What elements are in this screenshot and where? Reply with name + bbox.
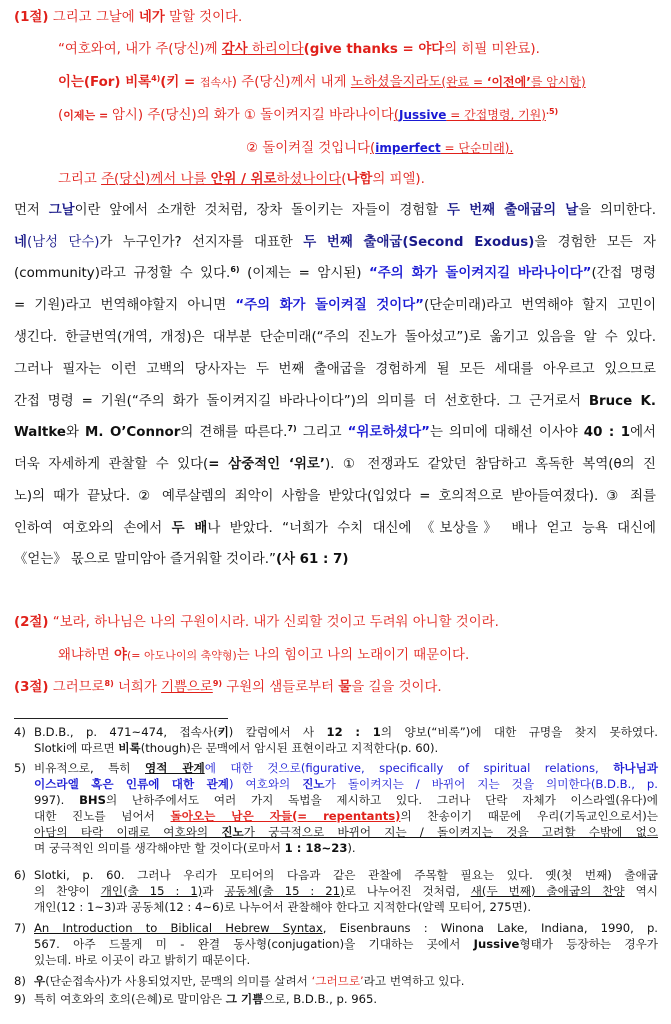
footnote-8: 8) 우(단순접속사)가 사용되었지만, 문맥의 의미를 살려서 ‘그러므로’라고 번역하고 있다. <box>14 974 465 988</box>
footnote-ref-7[interactable]: 7) <box>287 424 297 433</box>
footnote-ref-6[interactable]: 6) <box>230 265 240 274</box>
commentary-line-11: 인하여 여호와의 손에서 두 배나 받았다. “너희가 수치 대신에 《보상을》 배나 얻고 능욕 대신에 <box>14 521 656 536</box>
verse1-line6: 그리고 주(당신)께서 나를 안위 / 위로하셨나이다(나함의 피엘). <box>58 172 425 187</box>
footnote-ref-4[interactable]: 4) <box>151 74 161 83</box>
verse1-line5: ② 돌이켜질 것입니다(imperfect = 단순미래). <box>246 141 514 156</box>
verse1-line3: 이는(For) 비록$^{4)}$(키 = 접속사) 주(당신)께서 내게 노하셨을지라도(완료 = ‘이전에’를 암시함) <box>58 74 586 90</box>
commentary-line-2: 네(남성 단수)가 누구인가? 선지자를 대표한 두 번째 출애굽(Second Exodus)을 경험한 모든 자 <box>14 235 656 250</box>
footnote-divider <box>14 718 228 719</box>
verse1-line1: (1절) 그리고 그날에 네가 말할 것이다. <box>14 10 243 25</box>
footnote-7: 7) An Introduction to Biblical Hebrew Syntax, Eisenbrauns : Winona Lake, Indiana, 1990, p. 567. 아주 드물게 미 - 완결 동사형(conjugation)을 기대하는 곳에서 Jussive형태가 등장하는 경우가 있는데. 바로 이곳이 라고 밝히기 때문이다. <box>14 921 658 967</box>
commentary-line-5: 생긴다. 한글번역(개역, 개정)은 대부분 단순미래(“주의 진노가 돌아섰고”)로 옮기고 있음을 알 수 있다. <box>14 330 656 345</box>
verse-number: (3절) <box>14 680 49 695</box>
footnote-ref-9[interactable]: 9) <box>212 679 223 688</box>
commentary-line-10: 노)의 때가 끝났다. ② 예루살렘의 죄악이 사함을 받았다(입었다 = 호의적으로 받아들여졌다). ③ 죄를 <box>14 489 656 504</box>
jussive-term: Jussive <box>399 108 447 122</box>
emphasis-gamsa: 감사 <box>221 42 248 57</box>
verse2-line1: (2절) “보라, 하나님은 나의 구원이시라. 내가 신뢰할 것이고 두려워 아니할 것이라. <box>14 615 499 630</box>
commentary-line-1: 먼저 그날이란 앞에서 소개한 것처럼, 장차 돌이키는 자들이 경험할 두 번째 출애굽의 날을 의미한다. <box>14 203 656 218</box>
commentary-line-3: (community)라고 규정할 수 있다.$^{6)}$ (이제는 = 암시된) “주의 화가 돌이켜지길 바라나이다”(간접 명령 <box>14 265 657 281</box>
commentary-line-7: 간접 명령 = 기원(“주의 화가 돌이켜지길 바라나이다”)의 의미를 더 선호한다. 그 근거로서 Bruce K. <box>14 394 656 409</box>
verse1-line2: “여호와여, 내가 주(당신)께 감사 하리이다(give thanks = 야다의 히필 미완료). <box>58 42 540 57</box>
commentary-line-6: 그러나 필자는 이런 고백의 당사자는 두 번째 출애굽을 경험하게 될 모든 세대를 아우르고 있으므로 <box>14 362 656 377</box>
footnote-ref-8[interactable]: 8) <box>104 679 114 688</box>
emphasis-comfort: 안위 / 위로 <box>210 172 277 187</box>
commentary-line-4: = 기원)라고 번역해야할지 아니면 “주의 화가 돌이켜질 것이다”(단순미래)라고 번역해야 할지 고민이 <box>14 298 657 313</box>
commentary-line-9: 더욱 자세하게 관찰할 수 있다(= 삼중적인 ‘위로’). ① 전쟁과도 같았던 참담하고 혹독한 복역(θ의 진 <box>14 457 656 472</box>
footnote-4: 4) B.D.B., p. 471~474, 접속사(키) 칼럼에서 사 12 : 1의 양보(“비록”)에 대한 규명을 찾지 못하였다. Slotki에 따르면 비록(though)은 문맥에서 암시된 표현이라고 지적한다(p. 60). <box>14 725 658 755</box>
footnote-ref-5[interactable]: .5) <box>545 107 559 116</box>
footnote-5: 5) 비유적으로, 특히 영적 관계에 대한 것으로(figurative, specifically of spiritual relations, 하나님과 이스라엘 혹은 인류에 대한 관계) 여호와의 진노가 돌이켜지는 / 바뀌어 지는 것을 의미한다(B.D.B., p. 997). BHS의 난하주에서도 여러 가지 독법을 제시하고 있다. 그러나 단락 자체가 이스라엘(유다)에 대한 진노를 넘어서 돌아오는 남은 자들(= repentants)의 찬송이기 때문에 우리(기독교인으로서)는 아담의 타락 이래로 여호와의 진노가 궁극적으로 바뀌어 지는 / 돌이켜지는 것을 고려할 수밖에 없으 며 궁극적인 의미를 생각해야만 할 것이다(로마서 1 : 18~23). <box>14 761 659 855</box>
verse-number: (1절) <box>14 10 49 25</box>
emphasis-ne: 네가 <box>138 10 165 25</box>
verse-number: (2절) <box>14 615 49 630</box>
footnote-6: 6) Slotki, p. 60. 그러나 우리가 모티어의 다음과 같은 관찰에 주목할 필요는 있다. 옛(첫 번째) 출애굽 의 찬양이 개인(출 15 : 1)과 공동체(출 15 : 21)로 나누어진 것처럼, 새(두 번째) 출애굽의 찬양 역시 개인(12 : 1~3)과 공동체(12 : 4~6)로 나누어서 관찰해야 한다고 지적한다(알렉 모티어, 275면). <box>14 868 658 914</box>
imperfect-term: imperfect <box>375 141 441 155</box>
footnote-9: 9) 특히 여호와의 호의(은혜)로 말미암은 그 기쁨으로, B.D.B., p. 965. <box>14 992 378 1006</box>
verse1-line4: (이제는 = 암시) 주(당신)의 화가 ① 돌이켜지길 바라나이다(Jussive = 간접명령, 기원)$^{.5)}$ <box>58 107 559 123</box>
commentary-line-12: 《얻는》 몫으로 말미암아 즐거워할 것이라.”(사 61 : 7) <box>14 552 349 567</box>
verse3-line1: (3절) 그러므로$^{8)}$ 너희가 기쁨으로$^{9)}$ 구원의 샘들로부터 물을 길을 것이다. <box>14 679 442 695</box>
commentary-line-8: Waltke와 M. O’Connor의 견해를 따른다.$^{7)}$ 그리고 “위로하셨다”는 의미에 대해선 이사야 40 : 1에서 <box>14 424 656 440</box>
verse2-line2: 왜냐하면 야(= 아도나이의 축약형)는 나의 힘이고 나의 노래이기 때문이다. <box>58 648 470 663</box>
